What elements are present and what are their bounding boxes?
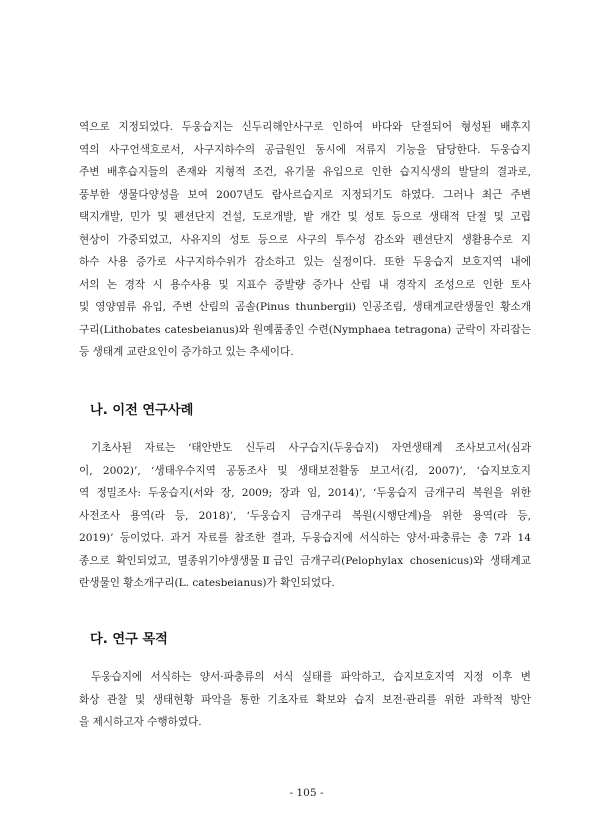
text-line: 현상이 가중되었고, 사유지의 성토 등으로 사구의 투수성 감소와 펜션단지 생활용수로 지	[79, 233, 531, 246]
paragraph-previous-studies	[79, 437, 531, 595]
text-line: 기초사된 자료는 ‘태안반도 신두리 사구습지(두웅습지) 자연생태계 조사보고서(심과	[91, 442, 531, 454]
text-line: 두웅습지에 서식하는 양서·파충류의 서식 실태를 파악하고, 습지보호지역 지정 이후 변	[91, 671, 531, 683]
text-line: 종으로 확인되었고, 멸종위기야생생물Ⅱ급인 금개구리(Pelophylax chosenicus)와 생태계교	[79, 554, 531, 567]
text-line: 이, 2002)’, ‘생태우수지역 공동조사 및 생태보전활동 보고서(김, 2007)’, ‘습지보호지	[79, 464, 531, 477]
text-line: 사전조사 용역(라 등, 2018)’, ‘두웅습지 금개구리 복원(시행단계)을 위한 용역(라 등,	[79, 509, 531, 522]
text-line: 하수 사용 증가로 사구지하수위가 감소하고 있는 실정이다. 또한 두웅습지 보호지역 내에	[79, 256, 531, 268]
paragraph-research-purpose	[79, 666, 531, 734]
text-line: 화상 관찰 및 생태현황 파악을 통한 기초자료 확보와 습지 보전·관리를 위한 과학적 방안	[79, 693, 531, 706]
page-number: - 105 -	[289, 787, 324, 799]
text-line: 서의 논 경작 시 용수사용 및 지표수 증발량 증가나 산림 내 경작지 조성으로 인한 토사	[79, 278, 531, 291]
section-heading-previous-studies: 나. 이전 연구사례	[90, 403, 194, 418]
text-line: 2019)’ 등이었다. 과거 자료를 참조한 결과, 두웅습지에 서식하는 양서·파충류는 총 7과 14	[79, 532, 531, 544]
text-line: 택지개발, 민가 및 펜션단지 건설, 도로개발, 밭 개간 및 성토 등으로 생태적 단절 및 고립	[79, 211, 531, 223]
section-heading-research-purpose: 다. 연구 목적	[90, 632, 168, 647]
text-line: 주변 배후습지들의 존재와 지형적 조건, 유기물 유입으로 인한 습지식생의 발달의 결과로,	[79, 166, 531, 178]
text-line: 역의 사구언색호로서, 사구지하수의 공급원인 동시에 저류지 기능을 담당한다. 두웅습지	[79, 143, 531, 156]
text-line: 및 영양염류 유입, 주변 산림의 곰솔(Pinus thunbergii) 인공조림, 생태계교란생물인 황소개	[79, 301, 531, 313]
text-line: 풍부한 생물다양성을 보여 2007년도 람사르습지로 지정되기도 하였다. 그러나 최근 주변	[79, 188, 531, 201]
text-line: 역 정밀조사: 두웅습지(서와 장, 2009; 장과 임, 2014)’, ‘두웅습지 금개구리 복원을 위한	[79, 487, 531, 499]
text-line: 구리(Lithobates catesbeianus)와 원예품종인 수련(Nymphaea tetragona) 군락이 자리잡는	[79, 323, 531, 336]
text-line: 역으로 지정되었다. 두웅습지는 신두리해안사구로 인하여 바다와 단절되어 형성된 배후지	[79, 121, 531, 133]
paragraph-background	[79, 116, 531, 364]
text-line: 등 생태계 교란요인이 증가하고 있는 추세이다.	[79, 346, 294, 358]
text-line: 을 제시하고자 수행하였다.	[79, 716, 202, 728]
text-line: 란생물인 황소개구리(L. catesbeianus)가 확인되었다.	[79, 577, 335, 589]
